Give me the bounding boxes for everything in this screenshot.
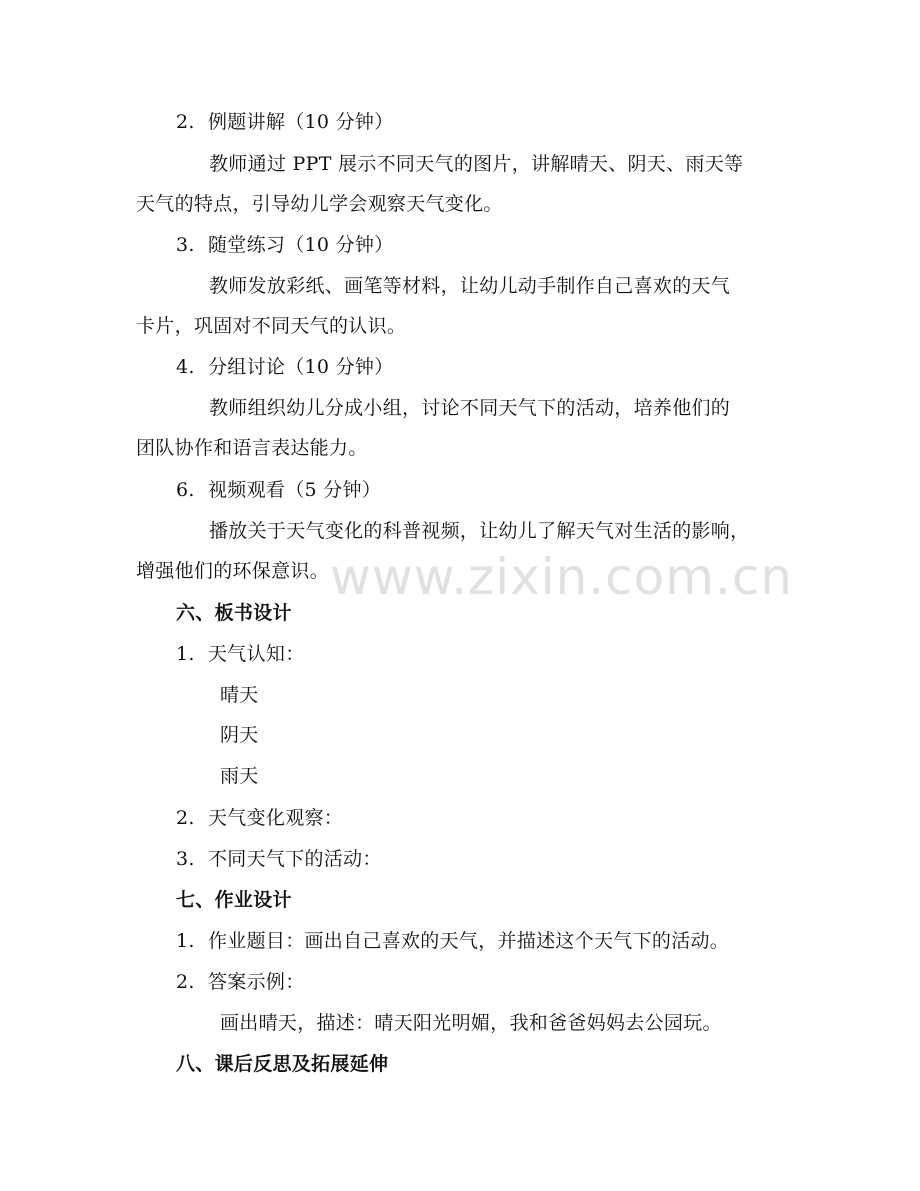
- item-title: 随堂练习（10 分钟）: [208, 234, 394, 256]
- section-6-item-1: [176, 642, 305, 666]
- section-6-item-3: [176, 847, 382, 871]
- paragraph-line: 教师通过 PPT 展示不同天气的图片，讲解晴天、阴天、雨天等: [209, 153, 744, 175]
- section-7-item-1: [176, 929, 729, 953]
- item-text: 天气变化观察：: [208, 807, 344, 829]
- item-title: 视频观看（5 分钟）: [208, 479, 382, 501]
- section-8-heading: 八、课后反思及拓展延伸: [176, 1053, 389, 1075]
- paragraph-line: 教师发放彩纸、画笔等材料，让幼儿动手制作自己喜欢的天气: [209, 275, 731, 297]
- answer-example: 画出晴天，描述：晴天阳光明媚，我和爸爸妈妈去公园玩。: [220, 1012, 722, 1034]
- item-number: 6.: [176, 479, 195, 501]
- paragraph-line: 增强他们的环保意识。: [136, 560, 330, 582]
- watermark: www.zixin.com.cn: [330, 548, 794, 606]
- paragraph-line: 天气的特点，引导幼儿学会观察天气变化。: [136, 193, 503, 215]
- item-number: 3.: [176, 848, 195, 870]
- section-7-item-2: [176, 970, 305, 994]
- paragraph-line: 教师组织幼儿分成小组，讨论不同天气下的活动，培养他们的: [209, 397, 731, 419]
- item-text: 答案示例：: [208, 971, 305, 993]
- paragraph-line: 卡片，巩固对不同天气的认识。: [136, 315, 407, 337]
- sub-item-cloudy: 阴天: [220, 724, 259, 746]
- item-number: 2.: [176, 111, 195, 133]
- paragraph-line: 团队协作和语言表达能力。: [136, 437, 368, 459]
- item-text: 作业题目：画出自己喜欢的天气，并描述这个天气下的活动。: [208, 930, 730, 952]
- item-4-title: [176, 355, 394, 379]
- item-number: 2.: [176, 807, 195, 829]
- item-text: 天气认知：: [208, 643, 305, 665]
- item-2-title: [176, 110, 394, 134]
- item-title: 分组讨论（10 分钟）: [208, 356, 394, 378]
- item-number: 4.: [176, 356, 195, 378]
- item-number: 1.: [176, 643, 195, 665]
- item-title: 例题讲解（10 分钟）: [208, 111, 394, 133]
- section-7-heading: 七、作业设计: [176, 889, 292, 911]
- sub-item-rainy: 雨天: [220, 765, 259, 787]
- sub-item-sunny: 晴天: [220, 684, 259, 706]
- section-6-item-2: [176, 806, 343, 830]
- item-6-title: [176, 478, 381, 502]
- item-number: 3.: [176, 234, 195, 256]
- item-text: 不同天气下的活动：: [208, 848, 382, 870]
- item-number: 1.: [176, 930, 195, 952]
- section-6-heading: 六、板书设计: [176, 602, 292, 624]
- paragraph-line: 播放关于天气变化的科普视频，让幼儿了解天气对生活的影响，: [209, 520, 750, 542]
- item-3-title: [176, 233, 394, 257]
- item-number: 2.: [176, 971, 195, 993]
